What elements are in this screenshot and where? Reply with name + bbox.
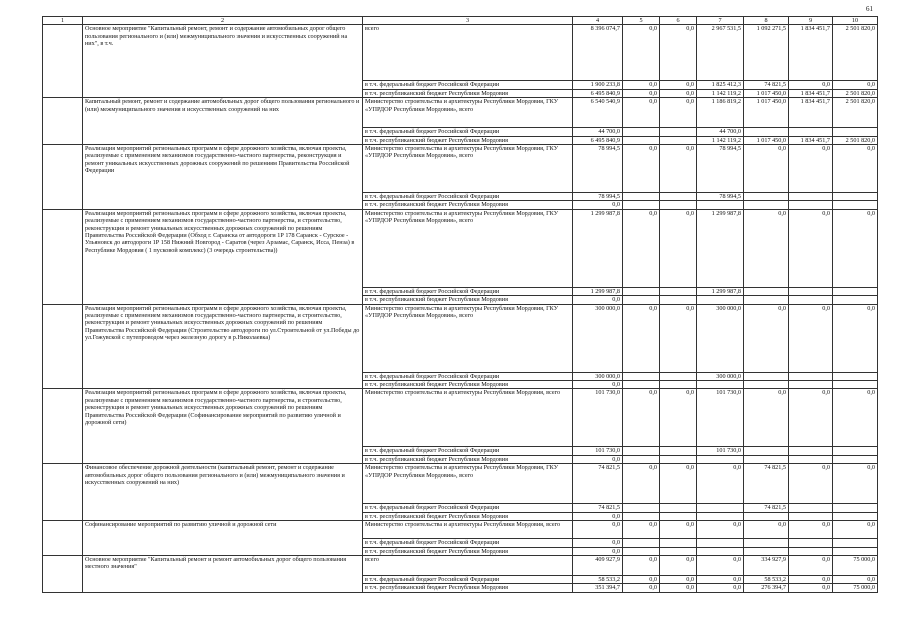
amount-cell: 0,0 bbox=[623, 304, 660, 372]
amount-cell: 0,0 bbox=[789, 209, 833, 287]
amount-cell bbox=[660, 539, 697, 547]
row-number-cell bbox=[43, 304, 83, 389]
amount-cell bbox=[660, 372, 697, 380]
amount-cell: 0,0 bbox=[833, 81, 878, 89]
amount-cell: 0,0 bbox=[573, 201, 623, 209]
amount-cell: 0,0 bbox=[660, 575, 697, 583]
amount-cell: 0,0 bbox=[623, 81, 660, 89]
executor-cell: в т.ч. федеральный бюджет Российской Федерации bbox=[363, 81, 573, 89]
amount-cell: 2 501 820,0 bbox=[833, 136, 878, 144]
executor-cell: в т.ч. федеральный бюджет Российской Федерации bbox=[363, 539, 573, 547]
amount-cell: 75 000,0 bbox=[833, 555, 878, 575]
amount-cell bbox=[660, 381, 697, 389]
amount-cell: 0,0 bbox=[697, 555, 744, 575]
table-row bbox=[43, 521, 878, 539]
amount-cell: 1 299 987,8 bbox=[697, 209, 744, 287]
amount-cell bbox=[697, 201, 744, 209]
amount-cell: 0,0 bbox=[623, 98, 660, 128]
amount-cell: 1 299 987,8 bbox=[573, 209, 623, 287]
executor-cell: в т.ч. республиканский бюджет Республики Мордовия bbox=[363, 584, 573, 592]
amount-cell bbox=[789, 372, 833, 380]
amount-cell bbox=[744, 201, 789, 209]
amount-cell bbox=[660, 287, 697, 295]
amount-cell bbox=[660, 128, 697, 136]
amount-cell: 0,0 bbox=[789, 555, 833, 575]
amount-cell: 0,0 bbox=[697, 521, 744, 539]
amount-cell: 74 821,5 bbox=[744, 504, 789, 512]
amount-cell bbox=[789, 128, 833, 136]
amount-cell: 2 501 820,0 bbox=[833, 89, 878, 97]
executor-cell: всего bbox=[363, 555, 573, 575]
amount-cell bbox=[744, 287, 789, 295]
amount-cell: 0,0 bbox=[789, 575, 833, 583]
amount-cell: 74 821,5 bbox=[573, 464, 623, 504]
amount-cell bbox=[623, 193, 660, 201]
executor-cell: в т.ч. республиканский бюджет Республики Мордовия bbox=[363, 512, 573, 520]
amount-cell: 0,0 bbox=[744, 209, 789, 287]
amount-cell: 0,0 bbox=[623, 89, 660, 97]
amount-cell bbox=[623, 296, 660, 304]
header-cell: 1 bbox=[43, 17, 83, 25]
amount-cell bbox=[744, 539, 789, 547]
amount-cell: 1 299 987,8 bbox=[573, 287, 623, 295]
amount-cell bbox=[744, 381, 789, 389]
executor-cell: в т.ч. республиканский бюджет Республики Мордовия bbox=[363, 201, 573, 209]
amount-cell: 0,0 bbox=[573, 539, 623, 547]
amount-cell: 0,0 bbox=[623, 145, 660, 193]
amount-cell: 75 000,0 bbox=[833, 584, 878, 592]
amount-cell: 0,0 bbox=[573, 547, 623, 555]
amount-cell bbox=[833, 504, 878, 512]
row-number-cell bbox=[43, 555, 83, 592]
amount-cell: 0,0 bbox=[623, 575, 660, 583]
amount-cell bbox=[697, 296, 744, 304]
amount-cell: 58 533,2 bbox=[744, 575, 789, 583]
amount-cell: 0,0 bbox=[623, 389, 660, 447]
header-cell: 9 bbox=[789, 17, 833, 25]
amount-cell: 1 017 450,0 bbox=[744, 136, 789, 144]
amount-cell: 0,0 bbox=[833, 575, 878, 583]
amount-cell bbox=[623, 504, 660, 512]
executor-cell: в т.ч. федеральный бюджет Российской Федерации bbox=[363, 287, 573, 295]
amount-cell: 0,0 bbox=[660, 304, 697, 372]
amount-cell: 2 967 531,5 bbox=[697, 25, 744, 81]
amount-cell: 0,0 bbox=[660, 145, 697, 193]
executor-cell: в т.ч. федеральный бюджет Российской Федерации bbox=[363, 193, 573, 201]
activity-name-cell: Финансовое обеспечение дорожной деятельности (капитальный ремонт, ремонт и содержание автомобильных дорог общего пользования регионального и (или) межмуниципального значения и искусственных сооружений на них) bbox=[83, 464, 363, 521]
amount-cell: 0,0 bbox=[660, 98, 697, 128]
amount-cell: 0,0 bbox=[573, 296, 623, 304]
amount-cell bbox=[789, 201, 833, 209]
amount-cell bbox=[833, 372, 878, 380]
header-cell: 8 bbox=[744, 17, 789, 25]
amount-cell bbox=[833, 539, 878, 547]
amount-cell: 0,0 bbox=[789, 145, 833, 193]
amount-cell: 0,0 bbox=[833, 209, 878, 287]
executor-cell: в т.ч. республиканский бюджет Республики Мордовия bbox=[363, 136, 573, 144]
amount-cell bbox=[660, 447, 697, 455]
amount-cell bbox=[623, 372, 660, 380]
amount-cell bbox=[697, 539, 744, 547]
amount-cell: 0,0 bbox=[833, 304, 878, 372]
executor-cell: в т.ч. федеральный бюджет Российской Федерации bbox=[363, 372, 573, 380]
amount-cell: 0,0 bbox=[623, 584, 660, 592]
amount-cell: 101 730,0 bbox=[697, 389, 744, 447]
table-row bbox=[43, 555, 878, 575]
amount-cell: 8 396 074,7 bbox=[573, 25, 623, 81]
amount-cell: 0,0 bbox=[660, 555, 697, 575]
amount-cell: 0,0 bbox=[660, 389, 697, 447]
amount-cell: 1 186 819,2 bbox=[697, 98, 744, 128]
row-number-cell bbox=[43, 25, 83, 98]
table-row bbox=[43, 25, 878, 81]
row-number-cell bbox=[43, 209, 83, 304]
executor-cell: Министерство строительства и архитектуры Республики Мордовия, ГКУ «УПРДОР Республики Мордовия», всего bbox=[363, 304, 573, 372]
activity-name-cell: Капитальный ремонт, ремонт и содержание автомобильных дорог общего пользования регионального и (или) межмуниципального значения и искусственных сооружений на них bbox=[83, 98, 363, 145]
amount-cell: 300 000,0 bbox=[573, 372, 623, 380]
activity-name-cell: Основное мероприятие "Капитальный ремонт, ремонт и содержание автомобильных дорог общего пользования регионального и (или) межмуниципального значения и искусственных сооружений на них", в т.ч. bbox=[83, 25, 363, 98]
amount-cell bbox=[697, 512, 744, 520]
amount-cell: 0,0 bbox=[744, 304, 789, 372]
amount-cell bbox=[789, 287, 833, 295]
executor-cell: Министерство строительства и архитектуры Республики Мордовия, ГКУ «УПРДОР Республики Мордовия», всего bbox=[363, 209, 573, 287]
amount-cell bbox=[789, 504, 833, 512]
amount-cell: 101 730,0 bbox=[573, 389, 623, 447]
amount-cell bbox=[623, 547, 660, 555]
amount-cell: 0,0 bbox=[573, 455, 623, 463]
amount-cell: 1 900 233,8 bbox=[573, 81, 623, 89]
amount-cell: 78 994,5 bbox=[697, 145, 744, 193]
amount-cell: 1 825 412,3 bbox=[697, 81, 744, 89]
row-number-cell bbox=[43, 521, 83, 556]
header-cell: 3 bbox=[363, 17, 573, 25]
amount-cell bbox=[623, 447, 660, 455]
amount-cell: 0,0 bbox=[789, 81, 833, 89]
row-number-cell bbox=[43, 98, 83, 145]
amount-cell bbox=[623, 201, 660, 209]
amount-cell bbox=[744, 296, 789, 304]
executor-cell: в т.ч. республиканский бюджет Республики Мордовия bbox=[363, 89, 573, 97]
amount-cell: 0,0 bbox=[573, 521, 623, 539]
amount-cell: 0,0 bbox=[697, 584, 744, 592]
amount-cell bbox=[744, 372, 789, 380]
row-number-cell bbox=[43, 389, 83, 464]
amount-cell: 78 994,5 bbox=[573, 193, 623, 201]
amount-cell bbox=[833, 201, 878, 209]
executor-cell: в т.ч. республиканский бюджет Республики Мордовия bbox=[363, 547, 573, 555]
amount-cell: 300 000,0 bbox=[697, 372, 744, 380]
amount-cell bbox=[744, 193, 789, 201]
executor-cell: в т.ч. федеральный бюджет Российской Федерации bbox=[363, 447, 573, 455]
header-cell: 2 bbox=[83, 17, 363, 25]
amount-cell bbox=[744, 547, 789, 555]
amount-cell bbox=[833, 381, 878, 389]
amount-cell: 0,0 bbox=[697, 575, 744, 583]
amount-cell: 0,0 bbox=[789, 584, 833, 592]
amount-cell: 351 394,7 bbox=[573, 584, 623, 592]
amount-cell bbox=[789, 381, 833, 389]
executor-cell: всего bbox=[363, 25, 573, 81]
executor-cell: в т.ч. федеральный бюджет Российской Федерации bbox=[363, 575, 573, 583]
amount-cell: 276 394,7 bbox=[744, 584, 789, 592]
amount-cell bbox=[833, 547, 878, 555]
amount-cell: 300 000,0 bbox=[573, 304, 623, 372]
amount-cell: 0,0 bbox=[789, 521, 833, 539]
amount-cell: 58 533,2 bbox=[573, 575, 623, 583]
amount-cell: 0,0 bbox=[660, 521, 697, 539]
executor-cell: в т.ч. республиканский бюджет Республики Мордовия bbox=[363, 381, 573, 389]
amount-cell: 2 501 820,0 bbox=[833, 98, 878, 128]
row-number-cell bbox=[43, 145, 83, 210]
amount-cell: 0,0 bbox=[833, 464, 878, 504]
amount-cell: 0,0 bbox=[833, 521, 878, 539]
amount-cell: 0,0 bbox=[789, 304, 833, 372]
amount-cell: 101 730,0 bbox=[697, 447, 744, 455]
activity-name-cell: Основное мероприятие "Капитальный ремонт и ремонт автомобильных дорог общего пользования местного значения" bbox=[83, 555, 363, 592]
executor-cell: Министерство строительства и архитектуры Республики Мордовия, ГКУ «УПРДОР Республики Мордовия», всего bbox=[363, 145, 573, 193]
executor-cell: в т.ч. федеральный бюджет Российской Федерации bbox=[363, 504, 573, 512]
amount-cell: 0,0 bbox=[623, 521, 660, 539]
header-cell: 6 bbox=[660, 17, 697, 25]
amount-cell bbox=[623, 381, 660, 389]
amount-cell: 0,0 bbox=[789, 464, 833, 504]
amount-cell: 74 821,5 bbox=[573, 504, 623, 512]
amount-cell: 409 927,9 bbox=[573, 555, 623, 575]
amount-cell: 44 700,0 bbox=[697, 128, 744, 136]
executor-cell: в т.ч. республиканский бюджет Республики Мордовия bbox=[363, 296, 573, 304]
amount-cell bbox=[744, 512, 789, 520]
table-row bbox=[43, 98, 878, 128]
amount-cell: 0,0 bbox=[660, 89, 697, 97]
amount-cell bbox=[789, 455, 833, 463]
amount-cell bbox=[623, 136, 660, 144]
amount-cell: 0,0 bbox=[833, 145, 878, 193]
amount-cell: 0,0 bbox=[789, 389, 833, 447]
table-row bbox=[43, 209, 878, 287]
amount-cell bbox=[744, 455, 789, 463]
amount-cell bbox=[833, 193, 878, 201]
amount-cell bbox=[833, 296, 878, 304]
amount-cell bbox=[660, 512, 697, 520]
amount-cell: 0,0 bbox=[744, 521, 789, 539]
amount-cell: 0,0 bbox=[623, 209, 660, 287]
amount-cell: 0,0 bbox=[660, 81, 697, 89]
budget-table bbox=[42, 16, 878, 593]
amount-cell bbox=[744, 447, 789, 455]
amount-cell bbox=[660, 136, 697, 144]
amount-cell: 0,0 bbox=[833, 389, 878, 447]
amount-cell: 0,0 bbox=[623, 464, 660, 504]
amount-cell: 1 142 119,2 bbox=[697, 89, 744, 97]
amount-cell bbox=[789, 296, 833, 304]
activity-name-cell: Реализация мероприятий региональных программ в сфере дорожного хозяйства, включая проекты, реализуемые с применением механизмов государственно-частного партнерства, и строительство, реконструкция и ремонт уникальных искусственных дорожных сооружений по решениям Правительства Российской Федерации (Строительство автодороги по ул.Строительной от ул.Победы до ул.Гожувской с путепроводом через железную дорогу в р.Николаевка) bbox=[83, 304, 363, 389]
amount-cell bbox=[789, 539, 833, 547]
amount-cell bbox=[744, 128, 789, 136]
amount-cell: 0,0 bbox=[623, 555, 660, 575]
amount-cell bbox=[697, 504, 744, 512]
amount-cell: 0,0 bbox=[744, 145, 789, 193]
amount-cell bbox=[623, 128, 660, 136]
amount-cell: 1 092 271,5 bbox=[744, 25, 789, 81]
executor-cell: Министерство строительства и архитектуры Республики Мордовия, всего bbox=[363, 389, 573, 447]
amount-cell bbox=[660, 547, 697, 555]
amount-cell: 0,0 bbox=[660, 584, 697, 592]
executor-cell: Министерство строительства и архитектуры Республики Мордовия, всего bbox=[363, 521, 573, 539]
header-cell: 4 bbox=[573, 17, 623, 25]
page-number: 61 bbox=[866, 5, 873, 13]
executor-cell: в т.ч. федеральный бюджет Российской Федерации bbox=[363, 128, 573, 136]
amount-cell bbox=[660, 455, 697, 463]
header-cell: 7 bbox=[697, 17, 744, 25]
amount-cell: 1 834 451,7 bbox=[789, 136, 833, 144]
executor-cell: в т.ч. республиканский бюджет Республики Мордовия bbox=[363, 455, 573, 463]
activity-name-cell: Софинансирование мероприятий по развитию уличной и дорожной сети bbox=[83, 521, 363, 556]
activity-name-cell: Реализация мероприятий региональных программ в сфере дорожного хозяйства, включая проекты, реализуемые с применением механизмов государственно-частного партнерства, реконструкция и ремонт уникальных искусственных дорожных сооружений по решениям Правительства Российской Федерации bbox=[83, 145, 363, 210]
amount-cell: 1 299 987,8 bbox=[697, 287, 744, 295]
amount-cell bbox=[623, 455, 660, 463]
amount-cell: 74 821,5 bbox=[744, 464, 789, 504]
amount-cell: 0,0 bbox=[744, 389, 789, 447]
amount-cell bbox=[833, 447, 878, 455]
amount-cell: 1 834 451,7 bbox=[789, 25, 833, 81]
amount-cell: 1 017 450,0 bbox=[744, 98, 789, 128]
amount-cell bbox=[697, 381, 744, 389]
amount-cell: 6 540 540,9 bbox=[573, 98, 623, 128]
amount-cell bbox=[623, 512, 660, 520]
amount-cell bbox=[697, 455, 744, 463]
amount-cell: 78 994,5 bbox=[573, 145, 623, 193]
amount-cell bbox=[660, 193, 697, 201]
executor-cell: Министерство строительства и архитектуры Республики Мордовия, ГКУ «УПРДОР Республики Мордовия», всего bbox=[363, 98, 573, 128]
amount-cell: 0,0 bbox=[573, 512, 623, 520]
row-number-cell bbox=[43, 464, 83, 521]
amount-cell bbox=[789, 193, 833, 201]
amount-cell bbox=[660, 296, 697, 304]
amount-cell bbox=[623, 287, 660, 295]
amount-cell bbox=[833, 512, 878, 520]
amount-cell: 44 700,0 bbox=[573, 128, 623, 136]
amount-cell: 1 834 451,7 bbox=[789, 98, 833, 128]
amount-cell: 1 834 451,7 bbox=[789, 89, 833, 97]
activity-name-cell: Реализация мероприятий региональных программ в сфере дорожного хозяйства, включая проекты, реализуемые с применением механизмов государственно-частного партнерства, и строительство, реконструкция и ремонт уникальных искусственных дорожных сооружений по решениям Правительства Российской Федерации (Софинансирование мероприятий по развитию уличной и дорожной сети) bbox=[83, 389, 363, 464]
amount-cell: 0,0 bbox=[623, 25, 660, 81]
amount-cell: 0,0 bbox=[660, 209, 697, 287]
header-cell: 10 bbox=[833, 17, 878, 25]
amount-cell bbox=[623, 539, 660, 547]
header-cell: 5 bbox=[623, 17, 660, 25]
amount-cell: 0,0 bbox=[660, 464, 697, 504]
amount-cell: 1 142 119,2 bbox=[697, 136, 744, 144]
amount-cell: 0,0 bbox=[697, 464, 744, 504]
amount-cell: 6 495 840,9 bbox=[573, 136, 623, 144]
amount-cell bbox=[660, 504, 697, 512]
amount-cell bbox=[660, 201, 697, 209]
table-row bbox=[43, 464, 878, 504]
amount-cell bbox=[833, 455, 878, 463]
amount-cell: 0,0 bbox=[573, 381, 623, 389]
amount-cell bbox=[833, 287, 878, 295]
table-row bbox=[43, 389, 878, 447]
executor-cell: Министерство строительства и архитектуры Республики Мордовия, ГКУ «УПРДОР Республики Мордовия», всего bbox=[363, 464, 573, 504]
amount-cell: 1 017 450,0 bbox=[744, 89, 789, 97]
activity-name-cell: Реализация мероприятий региональных программ в сфере дорожного хозяйства, включая проекты, реализуемые с применением механизмов государственно-частного партнерства, и строительство, реконструкция и ремонт уникальных искусственных дорожных сооружений по решениям Правительства Российской Федерации (Обход г. Саранска от автодороги 1Р 178 Саранск - Сурское - Ульяновск до автодороги 1Р 158 Нижний Новгород - Саратов (через Арзамас, Саранск, Исса, Пенза) в Республике Мордовия ( 1 пусковой комплекс) (3 очередь строительства)) bbox=[83, 209, 363, 304]
amount-cell: 300 000,0 bbox=[697, 304, 744, 372]
amount-cell: 101 730,0 bbox=[573, 447, 623, 455]
amount-cell: 334 927,9 bbox=[744, 555, 789, 575]
amount-cell bbox=[697, 547, 744, 555]
amount-cell bbox=[789, 447, 833, 455]
amount-cell bbox=[789, 512, 833, 520]
amount-cell bbox=[833, 128, 878, 136]
amount-cell bbox=[789, 547, 833, 555]
table-header-row bbox=[43, 17, 878, 25]
amount-cell: 2 501 820,0 bbox=[833, 25, 878, 81]
amount-cell: 6 495 840,9 bbox=[573, 89, 623, 97]
amount-cell: 0,0 bbox=[660, 25, 697, 81]
table-row bbox=[43, 304, 878, 372]
amount-cell: 78 994,5 bbox=[697, 193, 744, 201]
table-row bbox=[43, 145, 878, 193]
amount-cell: 74 821,5 bbox=[744, 81, 789, 89]
